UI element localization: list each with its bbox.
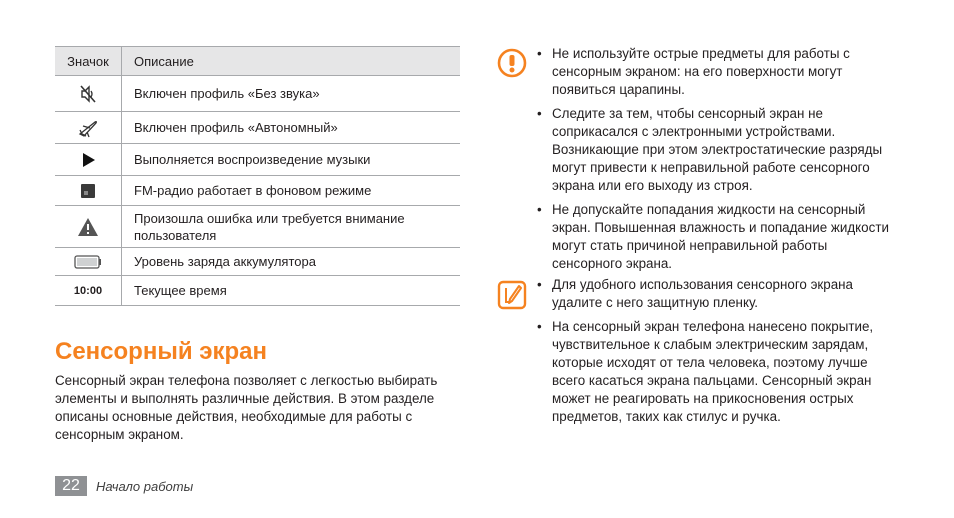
row-description: Включен профиль «Автономный» <box>122 112 461 144</box>
clock-icon: 10:00 <box>73 285 103 297</box>
row-description: Включен профиль «Без звука» <box>122 76 461 112</box>
row-description: FM-радио работает в фоновом режиме <box>122 176 461 206</box>
fm-radio-icon <box>79 182 97 200</box>
table-row <box>55 276 460 306</box>
warning-icon <box>77 217 99 237</box>
list-item: • Для удобного использования сенсорного экрана удалите с него защитную пленку. <box>537 276 897 312</box>
list-item: • На сенсорный экран телефона нанесено покрытие, чувствительное к слабым электрическим зарядам, которые исходят от тела человека, поэтому лучше всего касаться экрана пальцами. Сенсорный экран может не реагировать на прикосновения острых предметов, таких как стилус и ручка. <box>537 318 897 426</box>
row-description: Произошла ошибка или требуется внимание пользователя <box>122 206 461 248</box>
page-footer <box>55 476 193 496</box>
play-icon <box>79 151 97 169</box>
footer-section-label: Начало работы <box>96 478 194 494</box>
note-icon <box>497 280 527 310</box>
silent-profile-icon <box>78 84 98 104</box>
icon-table <box>55 46 460 306</box>
list-item: • Не используйте острые предметы для работы с сенсорным экраном: на его поверхности могут появиться царапины. <box>537 45 897 99</box>
caution-icon <box>497 48 527 78</box>
table-row <box>55 112 460 144</box>
battery-icon <box>74 254 102 270</box>
table-row <box>55 144 460 176</box>
header-icon: Значок <box>55 47 122 76</box>
list-item: • Следите за тем, чтобы сенсорный экран не соприкасался с электронными устройствами. Возникающие при этом электростатические разряды могут привести к неправильной работе сенсорного экрана или его выходу из строя. <box>537 105 897 195</box>
section-title: Сенсорный экран <box>55 338 268 365</box>
row-description: Уровень заряда аккумулятора <box>122 248 461 276</box>
table-row <box>55 206 460 248</box>
row-description: Выполняется воспроизведение музыки <box>122 144 461 176</box>
table-row <box>55 76 460 112</box>
table-row <box>55 176 460 206</box>
table-row <box>55 248 460 276</box>
airplane-icon <box>77 118 99 138</box>
section-intro: Сенсорный экран телефона позволяет с легкостью выбирать элементы и выполнять различные действия. В этом разделе описаны основные действия, необходимые для работы с сенсорным экраном. <box>55 373 438 442</box>
header-description: Описание <box>122 47 461 76</box>
list-item: • Не допускайте попадания жидкости на сенсорный экран. Повышенная влажность и попадание жидкости могут стать причиной неправильной работы сенсорного экрана. <box>537 201 897 273</box>
note-list <box>537 276 897 432</box>
page-number: 22 <box>55 476 87 496</box>
table-header-row <box>55 47 460 76</box>
caution-list <box>537 45 897 279</box>
row-description: Текущее время <box>122 276 461 306</box>
